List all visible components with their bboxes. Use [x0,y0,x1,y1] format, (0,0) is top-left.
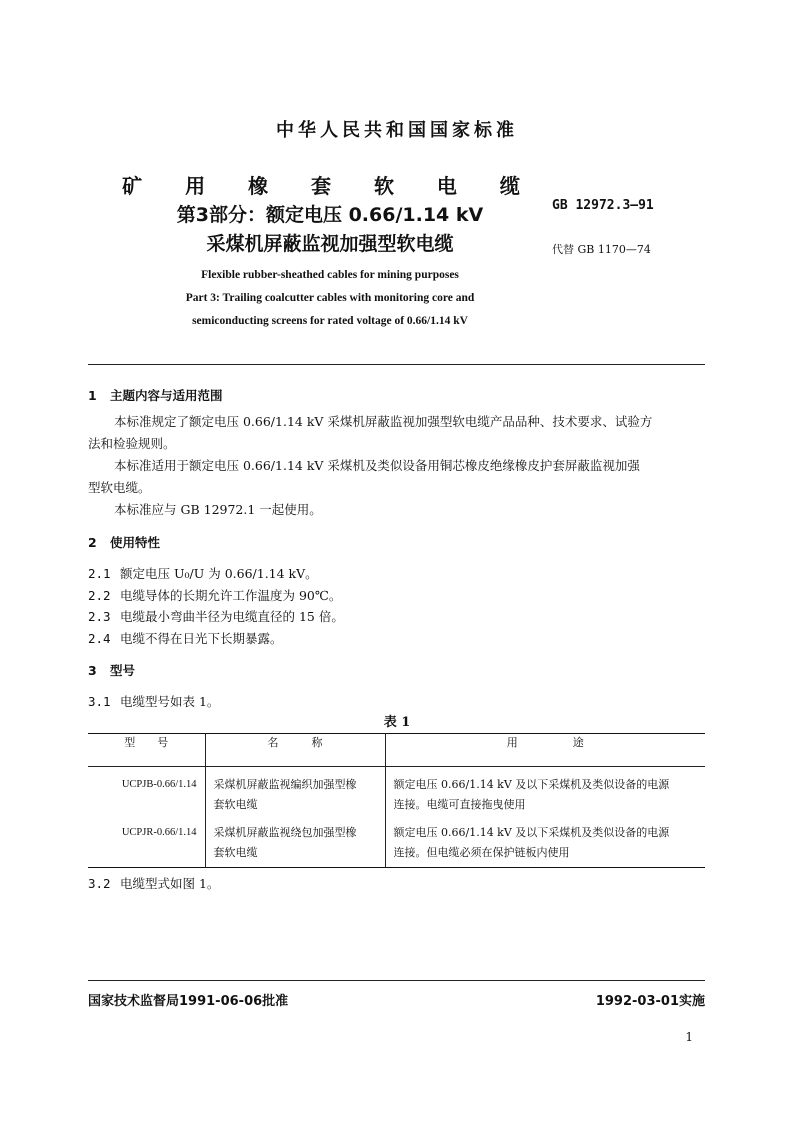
clause-3-1 [88,692,219,710]
cell-name [205,815,385,867]
cell-use-line: 额定电压 0.66/1.14 kV 及以下采煤机及类似设备的电源 [393,778,670,791]
clause-text: 电缆型号如表 1。 [120,694,220,709]
section-number: 2 [88,535,97,550]
section-1-paragraph-1-cont: 法和检验规则。 [88,436,176,451]
section-1-heading [88,386,223,404]
standard-title-line1: 矿 用 橡 套 软 电 缆 [122,174,538,198]
section-2-heading [88,533,160,551]
cell-name-line: 套软电缆 [213,846,258,859]
cell-name-line: 采煤机屏蔽监视绕包加强型橡 [213,826,357,839]
section-1-paragraph-2 [88,455,705,477]
paragraph-text: 本标准应与 GB 12972.1 一起使用。 [114,502,322,517]
clause-2-1 [88,564,318,582]
clause-text: 电缆最小弯曲半径为电缆直径的 15 倍。 [120,609,344,624]
section-number: 1 [88,388,97,403]
cell-name-line: 采煤机屏蔽监视编织加强型橡 [213,778,357,791]
clause-number: 2.3 [88,609,111,624]
section-title: 主题内容与适用范围 [110,388,223,403]
cell-use-line: 额定电压 0.66/1.14 kV 及以下采煤机及类似设备的电源 [393,826,670,839]
clause-text: 电缆型式如图 1。 [120,876,220,891]
standard-title-line3: 采煤机屏蔽监视加强型软电缆 [206,233,454,255]
clause-3-2 [88,874,219,892]
cell-use [385,815,705,867]
paragraph-text: 本标准适用于额定电压 0.66/1.14 kV 采煤机及类似设备用铜芯橡皮绝缘橡皮护套屏蔽监视加强 [114,458,640,473]
gb-number: GB 12972.3—91 [552,198,654,213]
cell-model: UCPJR-0.66/1.14 [121,827,197,838]
page-number: 1 [685,1030,693,1044]
clause-number: 3.2 [88,876,111,891]
standard-title-line2: 第3部分：额定电压 0.66/1.14 kV [176,204,484,226]
cell-use [385,767,705,816]
col-header-model: 型 号 [88,734,205,767]
table-header-row [88,734,705,767]
clause-2-4 [88,629,283,647]
clause-number: 2.4 [88,631,111,646]
section-title: 使用特性 [110,535,161,550]
header-divider [88,364,705,365]
paragraph-text: 本标准规定了额定电压 0.66/1.14 kV 采煤机屏蔽监视加强型软电缆产品品种、技术要求、试验方 [114,414,653,429]
effective-date: 1992-03-01实施 [595,994,705,1009]
clause-number: 3.1 [88,694,111,709]
section-3-heading [88,661,135,679]
table-row [88,767,705,816]
cell-use-line: 连接。但电缆必须在保护链板内使用 [393,846,570,859]
clause-number: 2.1 [88,566,111,581]
clause-text: 额定电压 U₀/U 为 0.66/1.14 kV。 [120,566,318,581]
clause-number: 2.2 [88,588,111,603]
replaces-note: 代替 GB 1170—74 [552,243,651,256]
cell-model: UCPJB-0.66/1.14 [121,779,197,790]
english-title-line1: Flexible rubber-sheathed cables for mining purposes [201,269,459,281]
col-header-use: 用 途 [385,734,705,767]
col-header-name: 名 称 [205,734,385,767]
cell-name-line: 套软电缆 [213,798,258,811]
section-1-paragraph-2-cont: 型软电缆。 [88,480,151,495]
table-row [88,815,705,867]
table-caption: 表 1 [383,715,411,730]
clause-2-3 [88,607,344,625]
clause-text: 电缆导体的长期允许工作温度为 90℃。 [120,588,342,603]
english-title-line3: semiconducting screens for rated voltage of 0.66/1.14 kV [192,315,468,327]
cell-name [205,767,385,816]
section-1-paragraph-1 [88,411,705,433]
english-title-line2: Part 3: Trailing coalcutter cables with monitoring core and [185,292,475,304]
clause-2-2 [88,586,341,604]
section-1-paragraph-3 [88,499,705,521]
national-standard-heading: 中华人民共和国国家标准 [276,120,518,141]
cable-model-table [88,733,705,868]
clause-text: 电缆不得在日光下长期暴露。 [120,631,283,646]
section-title: 型号 [110,663,136,678]
footer-divider [88,980,705,981]
cell-use-line: 连接。电缆可直接拖曳使用 [393,798,526,811]
approval-date: 国家技术监督局1991-06-06批准 [88,994,289,1009]
section-number: 3 [88,663,97,678]
